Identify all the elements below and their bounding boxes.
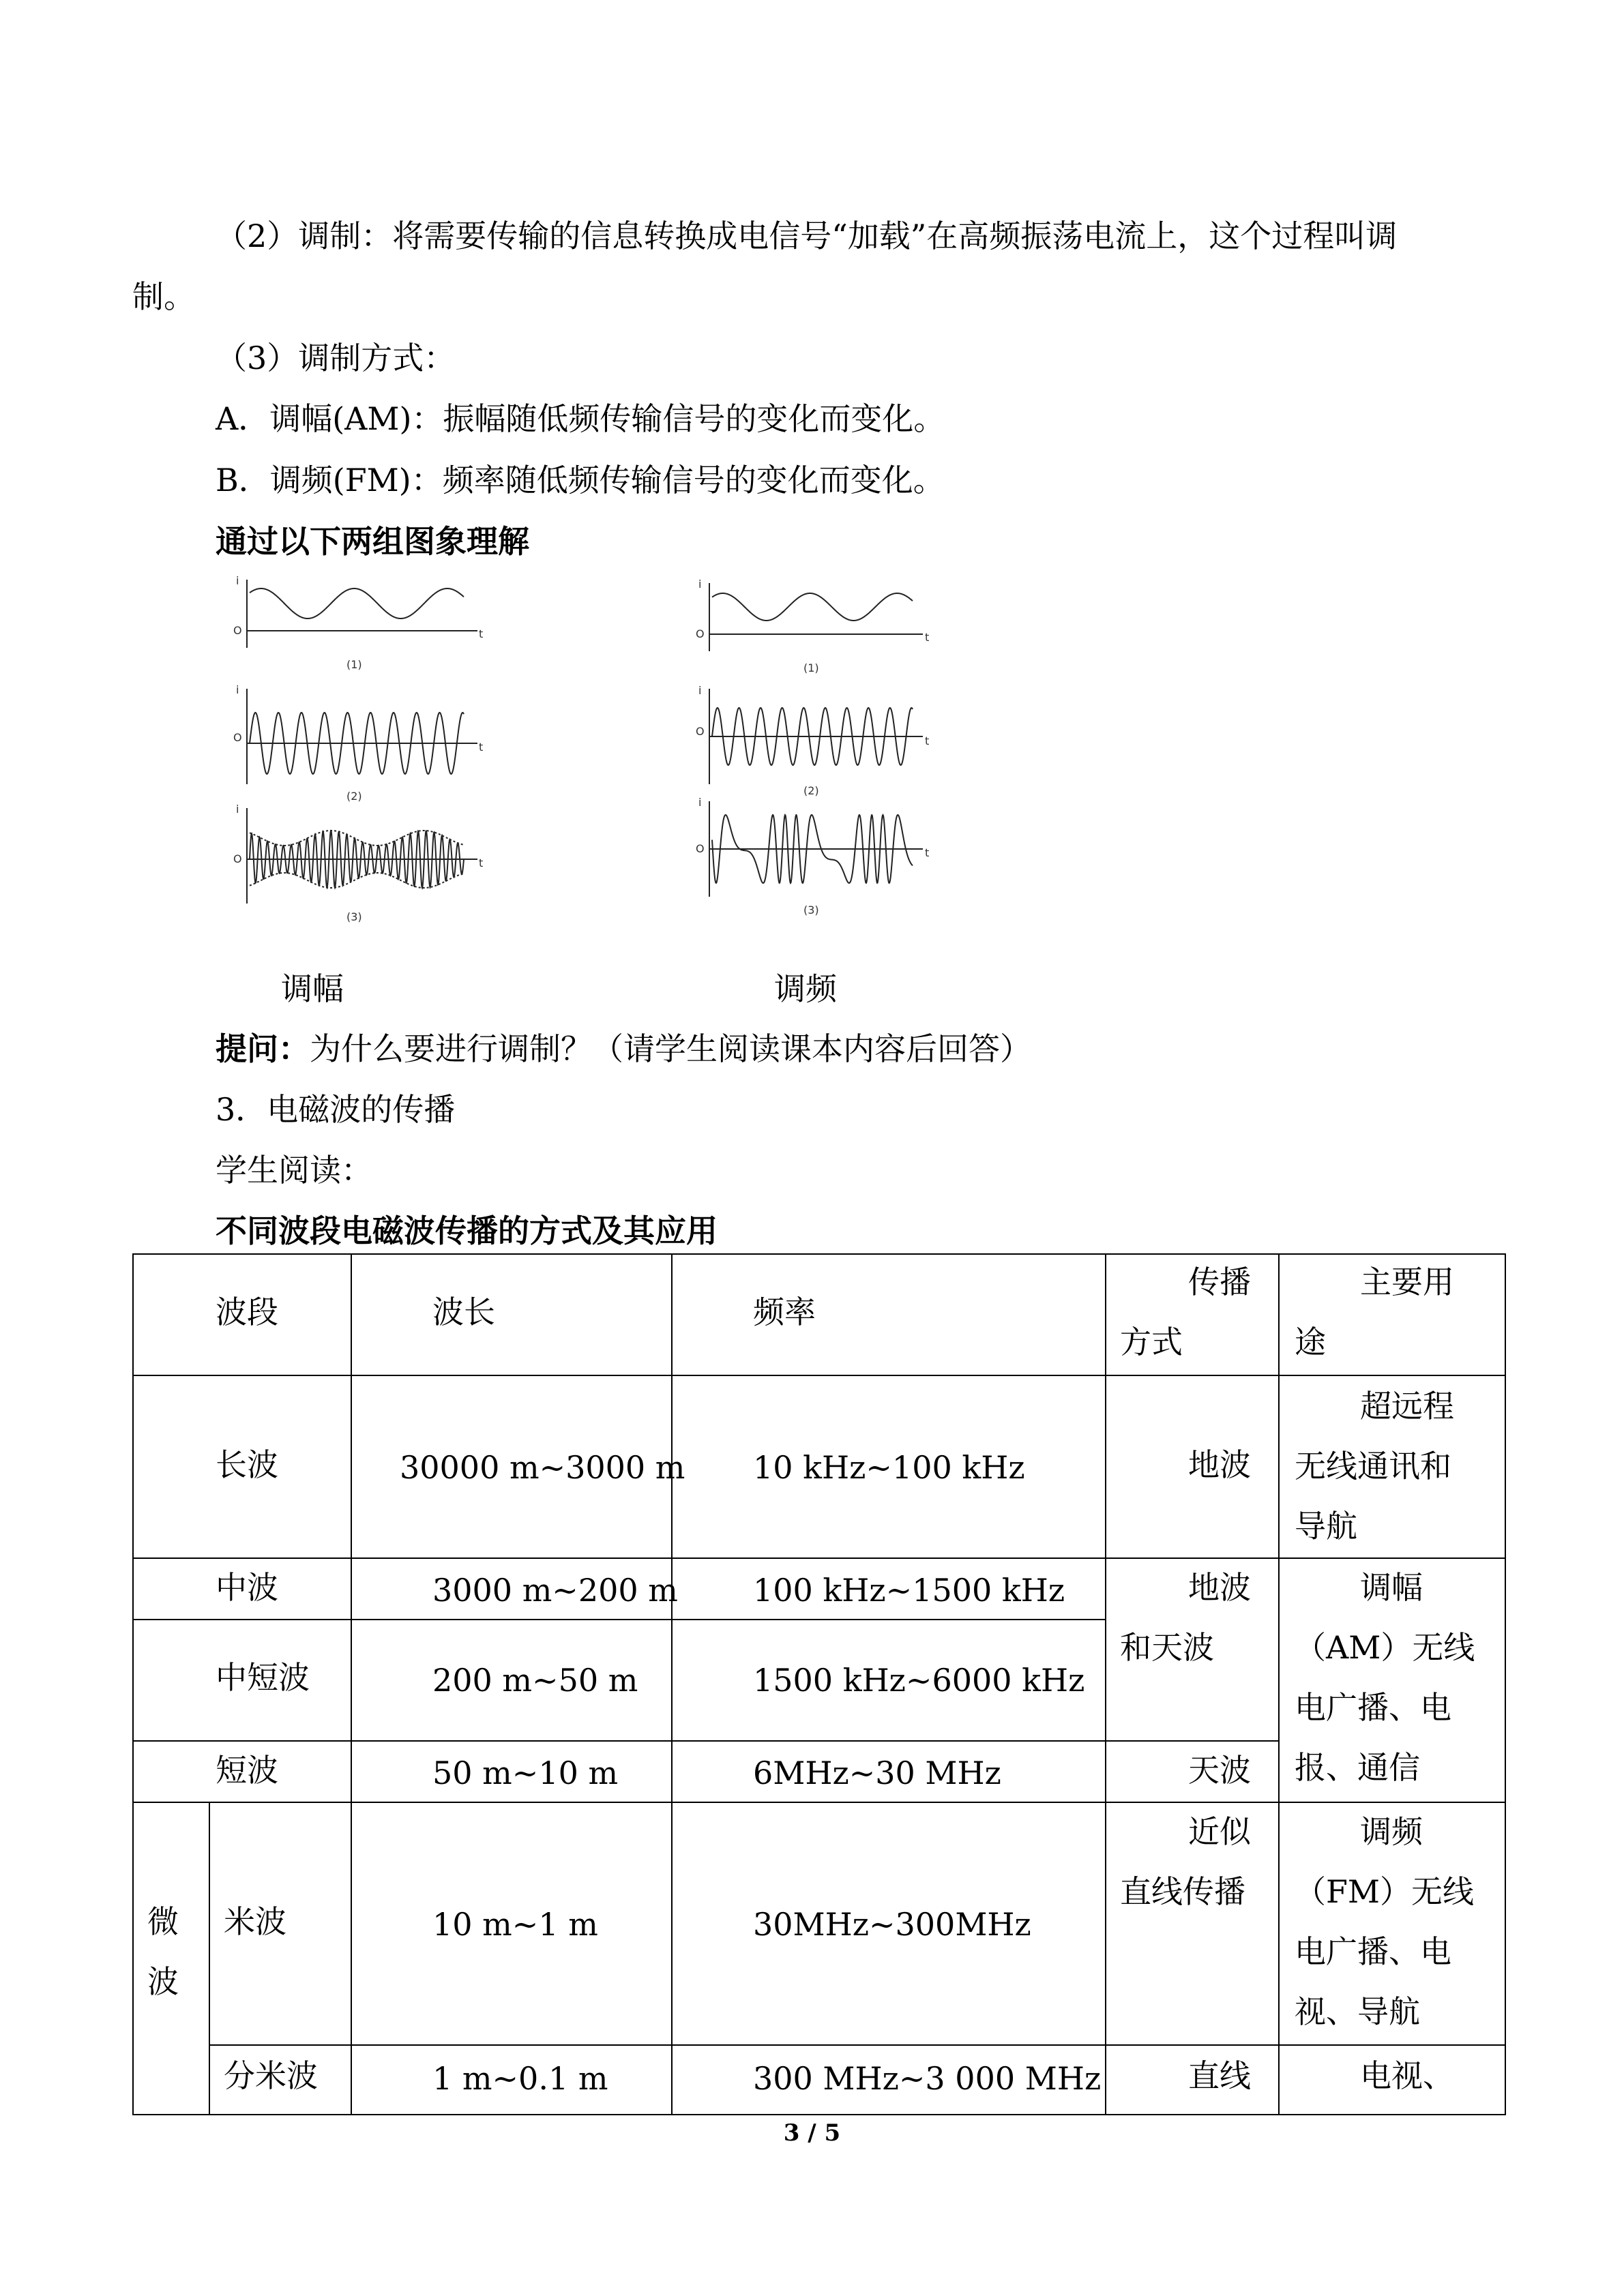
meter-wavelength: 10 m~1 m bbox=[432, 1906, 598, 1943]
long-use-line3: 导航 bbox=[1295, 1508, 1357, 1545]
decimeter-use: 电视、 bbox=[1360, 2057, 1454, 2094]
am-g3-wave bbox=[250, 831, 464, 888]
header-band-cell bbox=[133, 1254, 351, 1375]
microwave-label-cell bbox=[133, 1802, 209, 2115]
am-figure bbox=[225, 573, 505, 941]
fm-caption: 调频 bbox=[774, 970, 837, 1007]
short-band-cell bbox=[133, 1741, 351, 1802]
question-label: 提问： bbox=[216, 1030, 310, 1067]
paragraph-figure-intro: 通过以下两组图象理解 bbox=[216, 523, 529, 560]
decimeter-frequency-cell bbox=[672, 2045, 1106, 2115]
microwave-label-line1: 微 bbox=[147, 1903, 179, 1940]
am-caption: 调幅 bbox=[281, 970, 344, 1007]
question-text: 为什么要进行调制？（请学生阅读课本内容后回答） bbox=[310, 1030, 1031, 1067]
header-frequency: 频率 bbox=[753, 1294, 816, 1330]
decimeter-frequency: 300 MHz~3 000 MHz bbox=[753, 2060, 1102, 2097]
long-frequency: 10 kHz~100 kHz bbox=[753, 1449, 1025, 1486]
section-heading-propagation: 3．电磁波的传播 bbox=[216, 1091, 456, 1128]
long-band-cell bbox=[133, 1375, 351, 1558]
short-propagation-cell bbox=[1106, 1741, 1279, 1802]
medium-group-propagation-line1: 地波 bbox=[1188, 1569, 1251, 1606]
fm-g2-origin: O bbox=[696, 725, 705, 738]
medium-group-use-line4: 报、通信 bbox=[1295, 1749, 1420, 1786]
am-g3-label: (3) bbox=[346, 910, 362, 923]
header-wavelength-cell bbox=[351, 1254, 672, 1375]
fm-g2-label: (2) bbox=[803, 784, 819, 797]
short-band: 短波 bbox=[216, 1752, 278, 1789]
wave-band-table bbox=[132, 1253, 1506, 2115]
am-g2-label: (2) bbox=[346, 790, 362, 803]
medium-band-cell bbox=[133, 1558, 351, 1620]
fm-g3-origin: O bbox=[696, 842, 705, 855]
decimeter-propagation: 直线 bbox=[1188, 2057, 1251, 2094]
fm-g1-axis-i: i bbox=[698, 578, 702, 591]
fm-g2-axis-i: i bbox=[698, 684, 702, 697]
meter-use-line3: 电广播、电 bbox=[1295, 1933, 1451, 1970]
medium-short-frequency-cell bbox=[672, 1620, 1106, 1741]
meter-propagation-line2: 直线传播 bbox=[1120, 1873, 1245, 1910]
medium-group-propagation-cell bbox=[1106, 1558, 1279, 1741]
medium-group-use-line3: 电广播、电 bbox=[1295, 1689, 1451, 1726]
header-propagation-line2: 方式 bbox=[1120, 1324, 1183, 1360]
am-figure-drawing bbox=[225, 573, 505, 941]
decimeter-band-cell bbox=[209, 2045, 351, 2115]
meter-frequency-cell bbox=[672, 1802, 1106, 2045]
paragraph-modulation-line1: （2）调制：将需要传输的信息转换成电信号“加载”在高频振荡电流上，这个过程叫调 bbox=[216, 218, 1398, 254]
short-wavelength: 50 m~10 m bbox=[432, 1755, 619, 1791]
long-use-cell bbox=[1279, 1375, 1505, 1558]
header-band: 波段 bbox=[216, 1294, 278, 1330]
decimeter-band: 分米波 bbox=[224, 2057, 318, 2094]
paragraph-modulation-methods: （3）调制方式： bbox=[216, 340, 456, 376]
short-frequency: 6MHz~30 MHz bbox=[753, 1755, 1001, 1791]
meter-propagation-cell bbox=[1106, 1802, 1279, 2045]
decimeter-wavelength: 1 m~0.1 m bbox=[432, 2060, 608, 2097]
fm-g1-axis-t: t bbox=[925, 631, 930, 644]
am-g2-axis-i: i bbox=[236, 683, 239, 696]
header-use-line1: 主要用 bbox=[1360, 1264, 1454, 1300]
student-read: 学生阅读： bbox=[216, 1152, 372, 1189]
row-decimeter-wave bbox=[133, 2045, 1505, 2115]
long-propagation: 地波 bbox=[1188, 1446, 1251, 1483]
meter-band-cell bbox=[209, 1802, 351, 2045]
paragraph-fm: B．调频(FM)：频率随低频传输信号的变化而变化。 bbox=[216, 462, 945, 498]
row-meter-wave bbox=[133, 1802, 1505, 2045]
medium-short-frequency: 1500 kHz~6000 kHz bbox=[753, 1662, 1085, 1699]
meter-propagation-line1: 近似 bbox=[1188, 1813, 1251, 1850]
long-wavelength-cell bbox=[351, 1375, 685, 1558]
am-g3-origin: O bbox=[233, 852, 242, 865]
short-frequency-cell bbox=[672, 1741, 1106, 1802]
meter-frequency: 30MHz~300MHz bbox=[753, 1906, 1031, 1943]
paragraph-am: A．调幅(AM)：振幅随低频传输信号的变化而变化。 bbox=[216, 400, 945, 437]
long-propagation-cell bbox=[1106, 1375, 1279, 1558]
am-g2-axis-t: t bbox=[479, 741, 484, 754]
medium-group-propagation-line2: 和天波 bbox=[1120, 1629, 1214, 1666]
header-propagation-line1: 传播 bbox=[1188, 1264, 1251, 1300]
header-use-line2: 途 bbox=[1295, 1324, 1326, 1360]
medium-short-band-cell bbox=[133, 1620, 351, 1741]
paragraph-modulation-line2: 制。 bbox=[132, 278, 195, 315]
am-g2-origin: O bbox=[233, 731, 242, 744]
medium-band: 中波 bbox=[216, 1569, 278, 1606]
row-medium-wave bbox=[133, 1558, 1505, 1620]
medium-short-band: 中短波 bbox=[216, 1659, 310, 1696]
fm-g1-label: (1) bbox=[803, 661, 819, 674]
fm-g3-axis-i: i bbox=[698, 796, 702, 809]
long-use-line1: 超远程 bbox=[1360, 1388, 1454, 1425]
fm-g1-wave bbox=[712, 593, 913, 621]
am-g3-envelope-top bbox=[250, 831, 464, 846]
meter-use-line1: 调频 bbox=[1360, 1813, 1423, 1850]
decimeter-propagation-cell bbox=[1106, 2045, 1279, 2115]
medium-group-use-line2: （AM）无线 bbox=[1295, 1629, 1475, 1666]
am-g1-wave bbox=[250, 588, 464, 618]
question bbox=[216, 1028, 1031, 1069]
fm-g3-label: (3) bbox=[803, 904, 819, 916]
long-frequency-cell bbox=[672, 1375, 1106, 1558]
meter-use-cell bbox=[1279, 1802, 1505, 2045]
page-number: 3 / 5 bbox=[783, 2119, 841, 2147]
medium-wavelength-cell bbox=[351, 1558, 678, 1620]
table-title: 不同波段电磁波传播的方式及其应用 bbox=[216, 1212, 718, 1249]
long-wavelength: 30000 m~3000 m bbox=[400, 1449, 685, 1486]
table-header-row bbox=[133, 1254, 1505, 1375]
microwave-label-line2: 波 bbox=[147, 1963, 179, 2000]
medium-group-use-cell bbox=[1279, 1558, 1505, 1802]
row-long-wave bbox=[133, 1375, 1505, 1558]
short-wavelength-cell bbox=[351, 1741, 672, 1802]
fm-figure bbox=[688, 576, 967, 938]
header-wavelength: 波长 bbox=[432, 1294, 495, 1330]
medium-short-wavelength-cell bbox=[351, 1620, 672, 1741]
header-propagation-cell bbox=[1106, 1254, 1279, 1375]
medium-short-wavelength: 200 m~50 m bbox=[432, 1662, 638, 1699]
meter-wavelength-cell bbox=[351, 1802, 672, 2045]
medium-frequency: 100 kHz~1500 kHz bbox=[753, 1572, 1065, 1609]
decimeter-wavelength-cell bbox=[351, 2045, 672, 2115]
am-g1-axis-t: t bbox=[479, 627, 484, 640]
am-g3-axis-i: i bbox=[236, 803, 239, 816]
fm-g3-axis-t: t bbox=[925, 846, 930, 859]
medium-group-use-line1: 调幅 bbox=[1360, 1569, 1423, 1606]
meter-use-line2: （FM）无线 bbox=[1295, 1873, 1475, 1910]
header-frequency-cell bbox=[672, 1254, 1106, 1375]
am-g1-label: (1) bbox=[346, 658, 362, 671]
meter-use-line4: 视、导航 bbox=[1295, 1993, 1420, 2030]
fm-g2-axis-t: t bbox=[925, 734, 930, 747]
decimeter-use-cell bbox=[1279, 2045, 1505, 2115]
am-g3-axis-t: t bbox=[479, 856, 484, 869]
am-g1-origin: O bbox=[233, 624, 242, 637]
fm-g1-origin: O bbox=[696, 627, 705, 640]
long-band: 长波 bbox=[216, 1446, 278, 1483]
am-g1-axis-i: i bbox=[236, 574, 239, 587]
meter-band: 米波 bbox=[224, 1903, 286, 1940]
short-propagation: 天波 bbox=[1188, 1752, 1251, 1789]
medium-frequency-cell bbox=[672, 1558, 1106, 1620]
long-use-line2: 无线通讯和 bbox=[1295, 1448, 1451, 1485]
header-use-cell bbox=[1279, 1254, 1505, 1375]
medium-wavelength: 3000 m~200 m bbox=[432, 1572, 678, 1609]
